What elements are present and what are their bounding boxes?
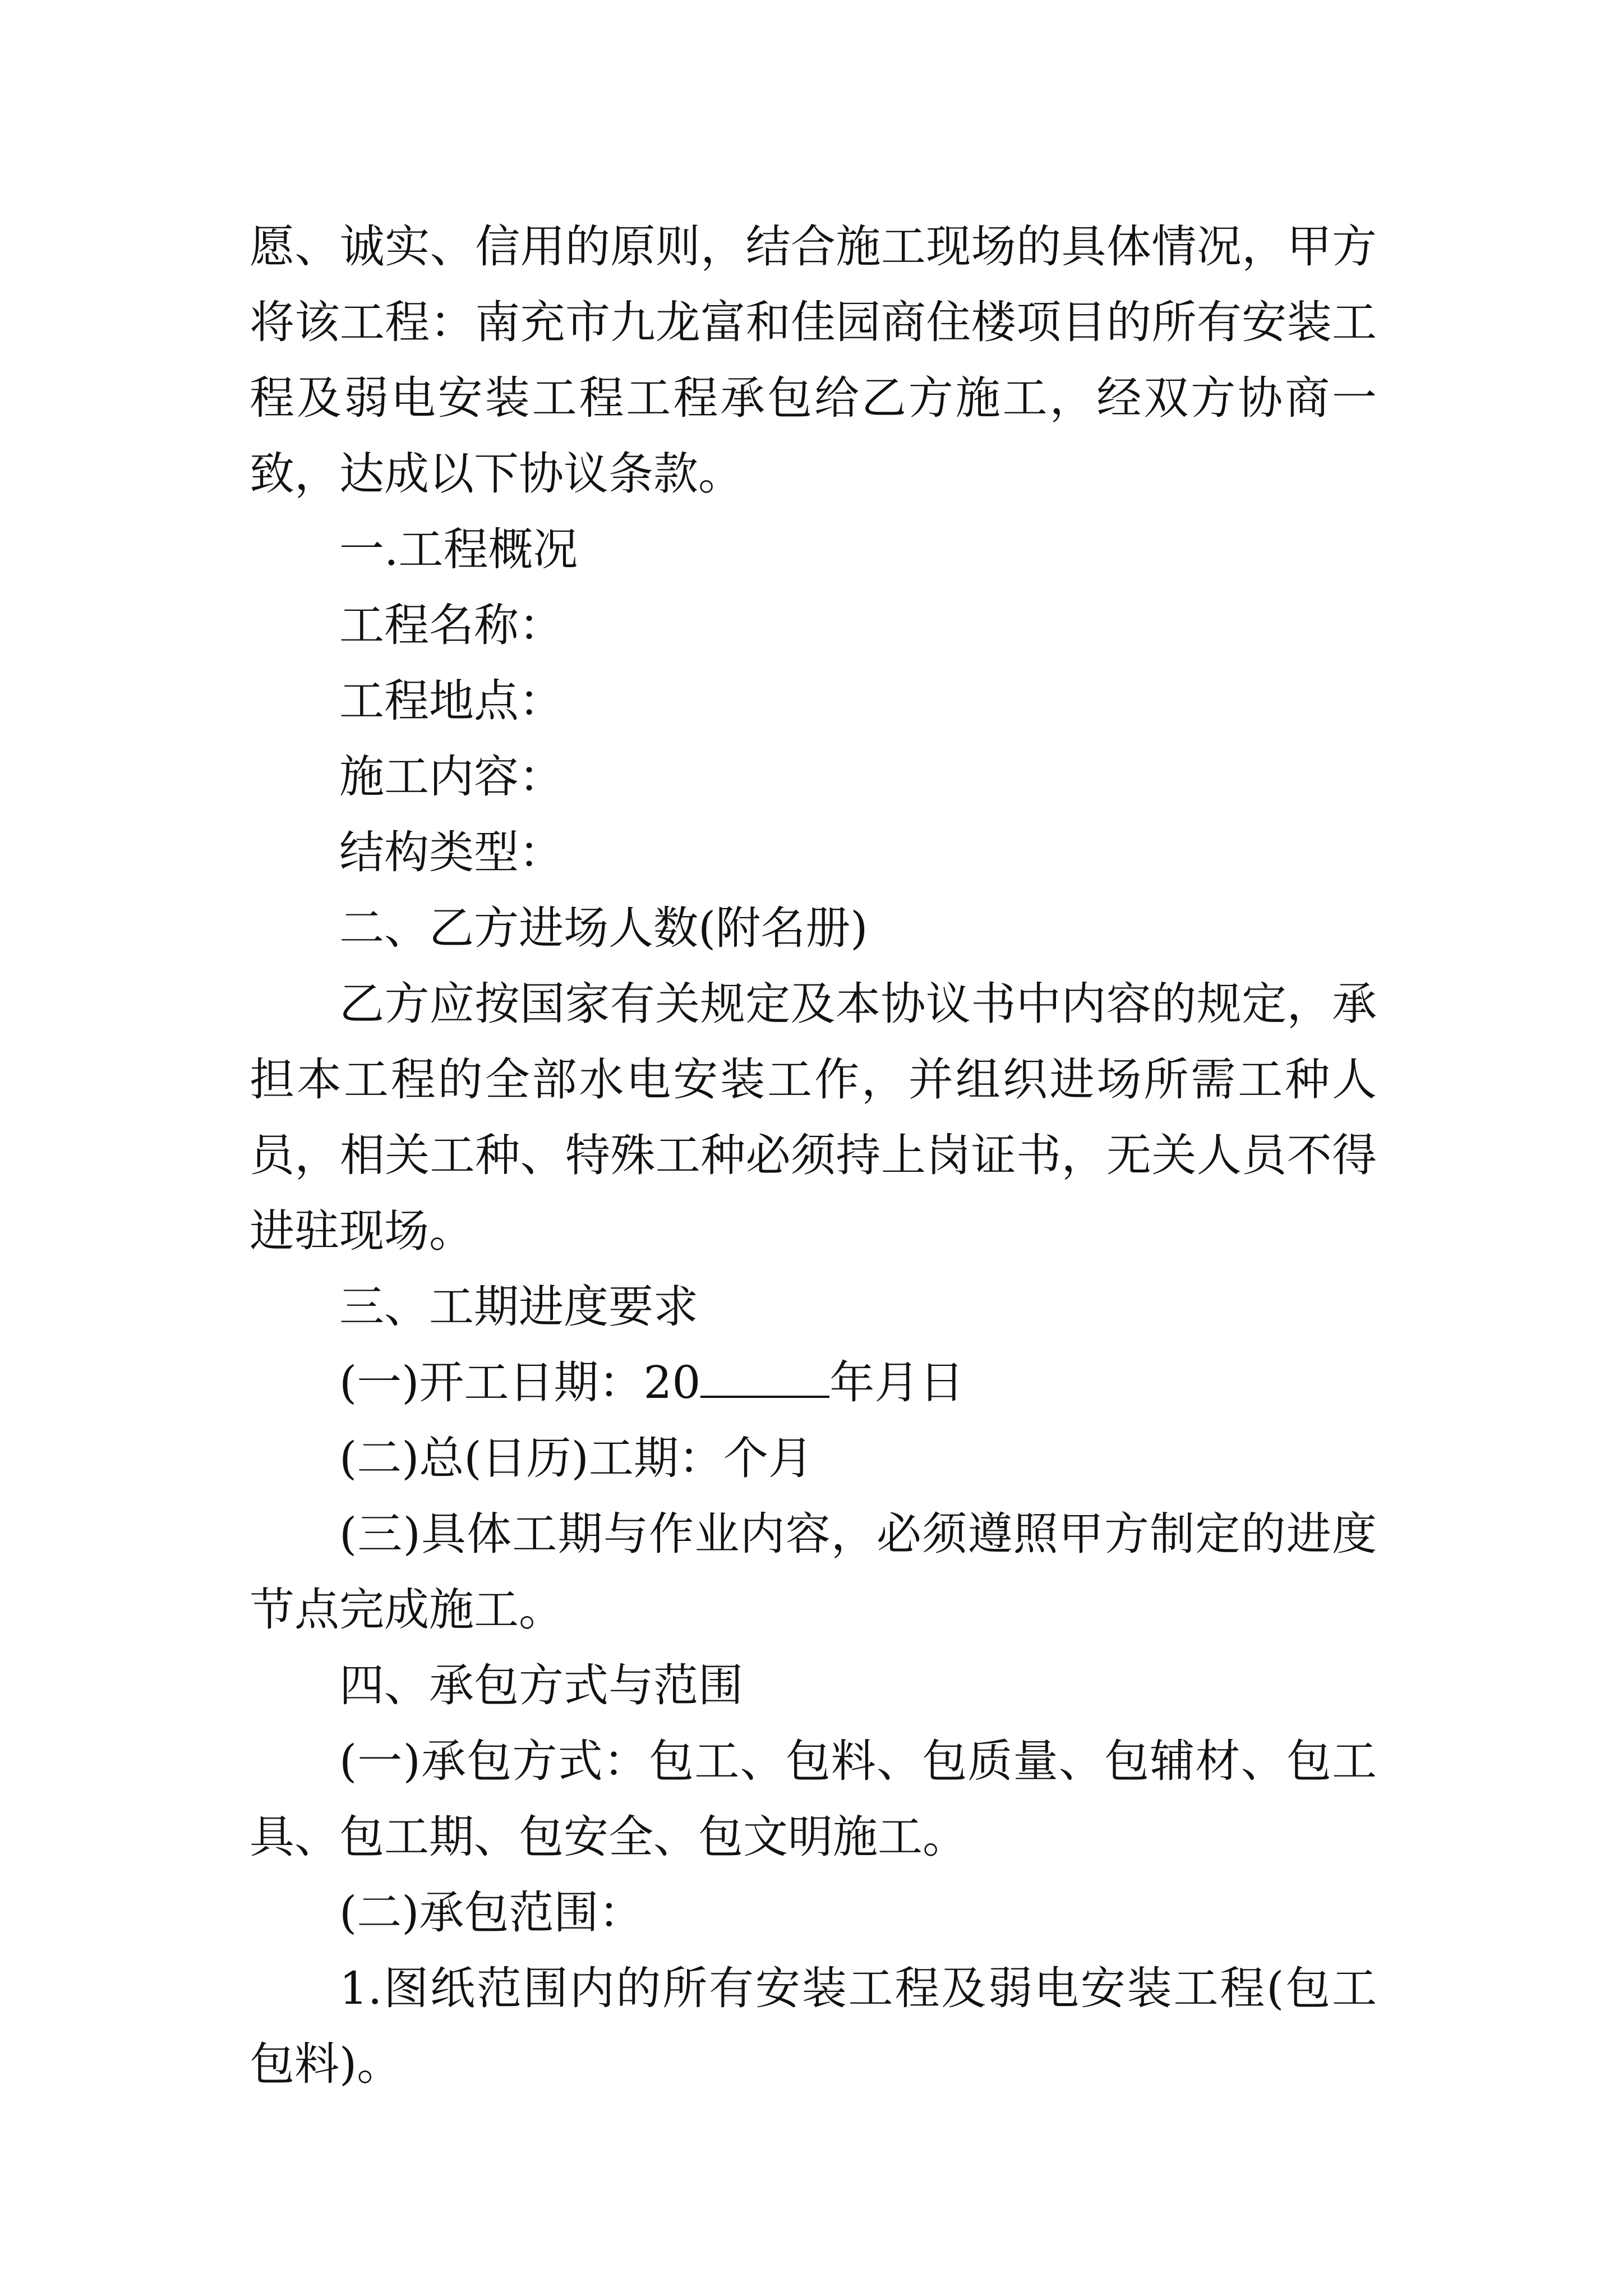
paragraph-schedule-detail: (三)具体工期与作业内容，必须遵照甲方制定的进度节点完成施工。: [250, 1508, 1377, 1636]
field-project-name: 工程名称：: [339, 599, 564, 651]
section-heading-personnel: 二、乙方进场人数(附名册): [339, 902, 868, 954]
start-date-suffix: 年月日: [829, 1356, 965, 1409]
document-body: [250, 209, 1377, 2102]
section-heading-project-overview: 一.工程概况: [339, 523, 578, 576]
field-structure-type: 结构类型：: [339, 826, 564, 878]
field-start-date: [250, 1345, 1377, 1420]
start-date-label: (一)开工日期：20: [339, 1356, 701, 1409]
field-total-duration: (二)总(日历)工期：个月: [339, 1432, 813, 1484]
start-date-blank: [700, 1362, 829, 1398]
paragraph-intro: 愿、诚实、信用的原则，结合施工现场的具体情况，甲方将该工程：南充市九龙富和佳园商住楼项目的所有安装工程及弱电安装工程工程承包给乙方施工，经双方协商一致，达成以下协议条款。: [250, 220, 1377, 500]
field-contract-scope: (二)承包范围：: [339, 1887, 644, 1939]
field-project-location: 工程地点：: [339, 675, 564, 727]
list-item-scope-1: 1.图纸范围内的所有安装工程及弱电安装工程(包工包料)。: [250, 1962, 1377, 2090]
section-heading-contract-scope: 四、承包方式与范围: [339, 1659, 743, 1711]
paragraph-personnel: 乙方应按国家有关规定及本协议书中内容的规定，承担本工程的全部水电安装工作，并组织进场所需工种人员，相关工种、特殊工种必须持上岗证书，无关人员不得进驻现场。: [250, 978, 1377, 1257]
paragraph-contract-method: (一)承包方式：包工、包料、包质量、包辅材、包工具、包工期、包安全、包文明施工。: [250, 1735, 1377, 1863]
section-heading-schedule: 三、工期进度要求: [339, 1281, 698, 1333]
field-construction-content: 施工内容：: [339, 751, 564, 803]
